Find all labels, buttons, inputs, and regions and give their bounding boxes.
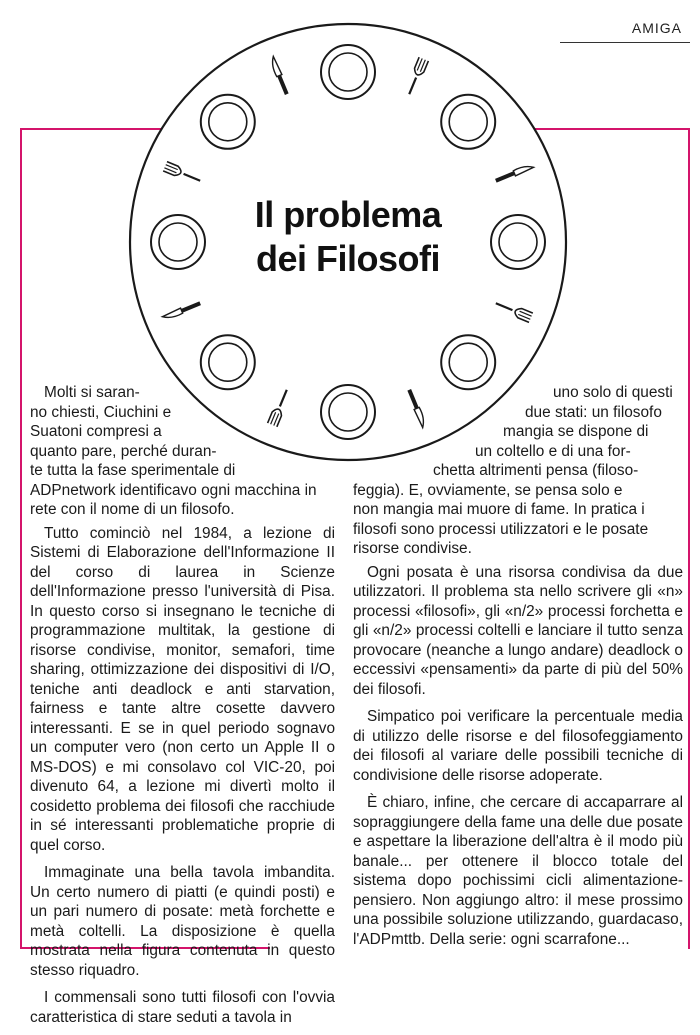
left-intro-line: Molti si saran- [44, 384, 140, 401]
plate [201, 335, 255, 389]
right-intro-line: non mangia mai muore di fame. In pratica i [353, 501, 645, 518]
right-intro-line: due stati: un filosofo [525, 403, 662, 421]
right-intro-line: uno solo di questi [553, 384, 673, 401]
plate [441, 335, 495, 389]
left-intro-line: ADPnetwork identificavo ogni macchina in [30, 481, 317, 499]
left-intro [30, 383, 335, 520]
plate [201, 95, 255, 149]
plate [321, 45, 375, 99]
title-line-2: dei Filosofi [255, 238, 440, 279]
right-paragraph: Simpatico poi verificare la percentuale media di utilizzo delle risorse e del filosofeggiamento dei filosofi al variare delle possibili tecniche di condivisione delle risorse adoperate. [353, 708, 683, 784]
left-intro-line: rete con il nome di un filosofo. [30, 501, 235, 518]
left-paragraph: I commensali sono tutti filosofi con l'ovvia caratteristica di stare seduti a tavola in [30, 989, 335, 1026]
right-column [353, 383, 683, 957]
left-intro-line: Suatoni compresi a [30, 423, 162, 440]
right-intro-line: feggia). E, ovviamente, se pensa solo e [353, 481, 623, 499]
plate [491, 215, 545, 269]
left-intro-line: te tutta la fase sperimentale di [30, 462, 236, 479]
right-intro-line: un coltello e di una for- [475, 442, 631, 460]
title-line-1: Il problema [254, 194, 442, 235]
plate [151, 215, 205, 269]
left-paragraph: Tutto cominciò nel 1984, a lezione di Sistemi di Elaborazione dell'Informazione II del corso di laurea in Scienze dell'Informazione presso l'università di Pisa. In questo corso si insegnano le tecniche di programmazione multitak, la gestione di risorse condivise, monitor, semafori, time sharing, ottimizzazione dei dispositivi di I/O, teniche anti deadlock e anti starvation, fairness e tante altre cosette davvero interessanti. E se in quel periodo sognavo un computer vero (non certo un Apple II o MS-DOS) e mi consolavo col VIC-20, poi divenuto 64, a lezione mi divertì molto il cosidetto problema dei filosofi che racchiude in sé interessanti problematiche proprie di quel corso. [30, 524, 335, 854]
plate [441, 95, 495, 149]
left-intro-line: no chiesti, Ciuchini e [30, 403, 172, 421]
right-intro-line: risorse condivise. [353, 540, 472, 557]
right-intro-line: mangia se dispone di [503, 423, 649, 440]
left-intro-line: quanto pare, perché duran- [30, 442, 217, 460]
right-intro-line: chetta altrimenti pensa (filoso- [433, 462, 639, 479]
article-title [228, 193, 468, 281]
left-paragraph: Immaginate una bella tavola imbandita. Un certo numero di piatti (e quindi posti) e un pari numero di posate: metà forchette e metà coltelli. La disposizione è quella mostrata nella figura contenuta in questo stesso riquadro. [30, 864, 335, 979]
right-intro [353, 383, 683, 559]
right-intro-line: filosofi sono processi utilizzatori e le posate [353, 520, 649, 538]
left-column [30, 383, 335, 1035]
right-paragraph: È chiaro, infine, che cercare di accaparrare al sopraggiungere della fame una delle due posate e aspettare la liberazione dell'altra è il modo più banale... per ottenere il blocco totale del sistema dopo pochissimi cicli alimentazione-pensiero. Non aggiungo altro: il mese prossimo una possibile soluzione utilizzando, guardacaso, l'ADPmttb. Della serie: ogni scarrafone... [353, 794, 683, 948]
right-paragraph: Ogni posata è una risorsa condivisa da due utilizzatori. Il problema sta nello scrivere gli «n» processi «filosofi», gli «n/2» processi forchetta e gli «n/2» processi coltelli e lanciare il tutto senza provocare (neanche a lungo andare) deadlock o eccessivi «pensamenti» da parte di più del 50% dei filosofi. [353, 563, 683, 698]
section-label: AMIGA [631, 20, 682, 36]
